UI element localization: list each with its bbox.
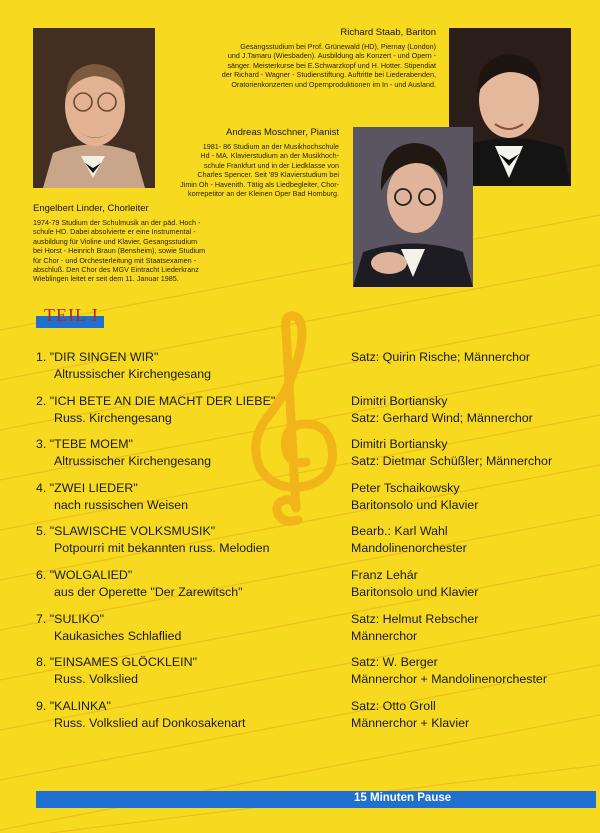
item-title: 8. "EINSAMES GLÖCKLEIN" <box>36 655 197 670</box>
section-label-text: TEIL I <box>44 305 99 325</box>
program-item <box>36 393 576 437</box>
item-subtitle: Potpourri mit bekannten russ. Melodien <box>54 541 270 556</box>
bio-andreas-moschner <box>139 127 339 198</box>
section-label <box>36 304 104 328</box>
program-item <box>36 698 576 742</box>
item-credit: Dimitri Bortiansky <box>351 393 448 408</box>
item-credit-2: Baritonsolo und Klavier <box>351 584 479 599</box>
program-item <box>36 567 576 611</box>
item-credit-2: Mandolinenorchester <box>351 541 467 556</box>
item-title: 4. "ZWEI LIEDER" <box>36 480 138 495</box>
item-title: 6. "WOLGALIED" <box>36 567 133 582</box>
item-subtitle: Altrussischer Kirchengesang <box>54 367 212 381</box>
bio-engelbert-linder <box>33 203 253 284</box>
bio-richard-staab <box>156 27 436 89</box>
bio-name: Engelbert Linder, Chorleiter <box>33 203 149 214</box>
item-subtitle: Altrussischer Kirchengesang <box>54 454 212 469</box>
program-item <box>36 654 576 698</box>
program-item <box>36 611 576 655</box>
item-credit-2: Satz: Dietmar Schüßler; Männerchor <box>351 454 553 469</box>
item-credit: Bearb.: Karl Wahl <box>351 524 448 539</box>
item-subtitle: Russ. Kirchengesang <box>54 410 172 425</box>
item-title: 2. "ICH BETE AN DIE MACHT DER LIEBE" <box>36 393 276 408</box>
item-subtitle: Kaukasiches Schlaflied <box>54 628 182 643</box>
item-title: 3. "TEBE MOEM" <box>36 437 133 452</box>
pause-label: 15 Minuten Pause <box>354 792 452 804</box>
item-subtitle: aus der Operette "Der Zarewitsch" <box>54 584 243 599</box>
item-credit: Franz Lehár <box>351 567 418 582</box>
pause-band <box>36 791 596 808</box>
bio-name: Andreas Moschner, Pianist <box>225 127 339 138</box>
item-subtitle: Russ. Volkslied <box>54 672 139 687</box>
item-credit: Satz: W. Berger <box>351 655 438 670</box>
item-title: 1. "DIR SINGEN WIR" <box>36 350 159 364</box>
photo-andreas-moschner <box>353 127 473 287</box>
photo-engelbert-linder <box>33 28 155 188</box>
item-credit: Satz: Otto Groll <box>351 698 436 713</box>
item-credit: Satz: Quirin Rische; Männerchor <box>351 350 531 364</box>
item-title: 9. "KALINKA" <box>36 698 111 713</box>
item-credit-2: Baritonsolo und Klavier <box>351 497 479 512</box>
item-subtitle: Russ. Volkslied auf Donkosakenart <box>54 715 246 730</box>
bio-text: 1974-79 Studium der Schulmusik an der päd. Hoch - schule HD. Dabei absolvierte er eine Instrumental - ausbildung für Violine und Klavier, Gesangsstudium bei Horst - Heinrich Braun (Bensheim), sowie Studium für Chor - und Orchesterleitung mit Staatsexamen - abschluß. Den Chor des MGV Eintracht Liederkranz Wieblingen leitet er seit dem 11. Januar 1985. <box>33 218 206 284</box>
program-item <box>36 349 576 393</box>
item-title: 5. "SLAWISCHE VOLKSMUSIK" <box>36 524 216 539</box>
bio-text: 1981- 86 Studium an der Musikhochschule Hd - MA. Klavierstudium an der Musikhoch- schule Frankfurt und in der Liedklasse von Charles Spencer. Seit '89 Klavierstudium bei Jimin Oh - Havenith. Tätig als Liedbegleiter, Chor- korrepetitor an der Kleinen Oper Bad Homburg. <box>180 142 339 199</box>
item-credit-2: Männerchor + Mandolinenorchester <box>351 672 547 687</box>
item-title: 7. "SULIKO" <box>36 611 105 626</box>
program-item <box>36 436 576 480</box>
item-credit-2: Satz: Gerhard Wind; Männerchor <box>351 410 533 425</box>
item-credit: Peter Tschaikowsky <box>351 480 460 495</box>
bio-name: Richard Staab, Bariton <box>340 27 436 38</box>
item-credit-2: Männerchor + Klavier <box>351 715 470 730</box>
program-item <box>36 480 576 524</box>
item-subtitle: nach russischen Weisen <box>54 497 189 512</box>
program-item <box>36 523 576 567</box>
item-credit-2: Männerchor <box>351 628 418 643</box>
item-credit: Satz: Helmut Rebscher <box>351 611 479 626</box>
bio-text: Gesangsstudium bei Prof. Grünewald (HD), Piernay (London) und J.Tamaru (Wiesbaden). Ausbildung als Konzert - und Opern - sänger. Meisterkurse bei E.Schwarzkopf und H. Hotter. Stipendiat der Richard - Wagner - Studienstiftung. Auftritte bei Liederabenden, Oratorienkonzerten und Opernproduktionen im In - und Ausland. <box>221 42 436 89</box>
program-list <box>36 349 576 741</box>
item-credit: Dimitri Bortiansky <box>351 437 448 452</box>
